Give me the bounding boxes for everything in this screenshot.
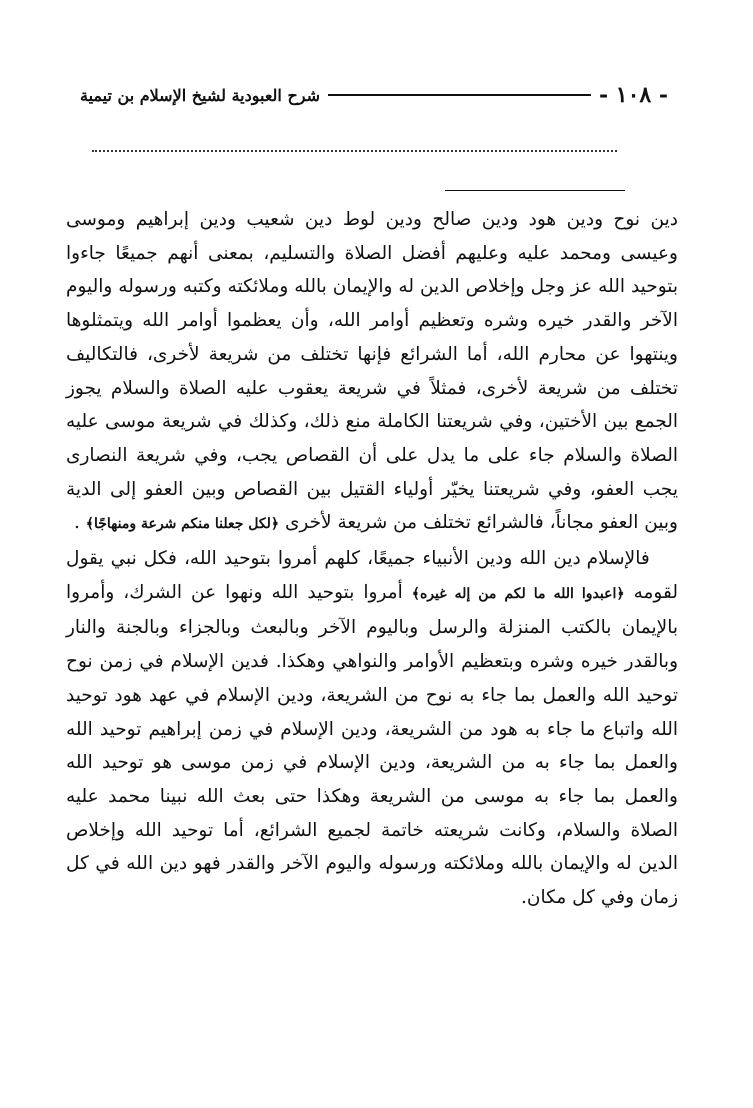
- paragraph-2-text: أمروا بتوحيد الله ونهوا عن الشرك، وأمروا بالإيمان بالكتب المنزلة والرسل وباليوم الآخر وبالبعث وبالجزاء وبالجنة والنار وبالقدر خيره وشره وبتعظيم الأوامر والنواهي وهكذا. فدين الإسلام في زمن نوح توحيد الله والعمل بما جاء به نوح من الشريعة، ودين الإسلام في عهد هود توحيد الله واتباع ما جاء به هود من الشريعة، ودين الإسلام في زمن إبراهيم توحيد الله والعمل بما جاء به من الشريعة، ودين الإسلام في زمن موسى هو توحيد الله والعمل بما جاء به موسى من الشريعة وهكذا حتى بعث الله نبينا محمد عليه الصلاة والسلام، وكانت شريعته خاتمة لجميع الشرائع، أما توحيد الله وإخلاص الدين له والإيمان بالله وملائكته ورسوله واليوم الآخر والقدر فهو دين الله في كل زمان وفي كل مكان.: [66, 581, 678, 909]
- paragraph-1-end: .: [74, 512, 80, 534]
- quran-verse-2: ﴿اعبدوا الله ما لكم من إله غيره﴾: [411, 585, 625, 602]
- paragraph-1-text: دين نوح ودين هود ودين صالح ودين لوط دين شعيب ودين إبراهيم وموسى وعيسى ومحمد عليه وعليهم أفضل الصلاة والتسليم، بمعنى أنهم جميعًا جاءوا بتوحيد الله عز وجل وإخلاص الدين له والإيمان بالله وملائكته وكتبه ورسوله واليوم الآخر والقدر خيره وشره وتعظيم أوامر الله، وأن يعظموا أوامر الله ويتمثلوها وينتهوا عن محارم الله، أما الشرائع فإنها تختلف من شريعة لأخرى، فالتكاليف تختلف من شريعة لأخرى، فمثلاً في شريعة يعقوب عليه الصلاة والسلام يجوز الجمع بين الأختين، وفي شريعتنا الكاملة منع ذلك، وكذلك في شريعة موسى عليه الصلاة والسلام جاء على ما يدل على أن القصاص يجب، وفي شريعة النصارى يجب العفو، وفي شريعتنا يخيّر أولياء القتيل بين القصاص وبين العفو إلى الدية وبين العفو مجاناً، فالشرائع تختلف من شريعة لأخرى: [66, 209, 679, 534]
- running-title: شرح العبودية لشيخ الإسلام بن تيمية: [80, 85, 321, 105]
- dotted-divider: [92, 150, 617, 152]
- page-number: - ١٠٨ -: [598, 82, 668, 108]
- header-rule: [328, 94, 591, 96]
- quran-verse-1: ﴿لكل جعلنا منكم شرعة ومنهاجًا﴾: [85, 516, 280, 533]
- body-text: [66, 203, 678, 915]
- paragraph-1: [66, 203, 678, 542]
- continuation-separator: [445, 190, 625, 191]
- paragraph-2-intro: فالإسلام دين الله ودين الأنبياء جميعًا، كلهم أمروا بتوحيد الله، فكل نبي يقول لقومه: [66, 548, 678, 603]
- paragraph-2: [66, 542, 678, 915]
- page-header: [80, 80, 668, 110]
